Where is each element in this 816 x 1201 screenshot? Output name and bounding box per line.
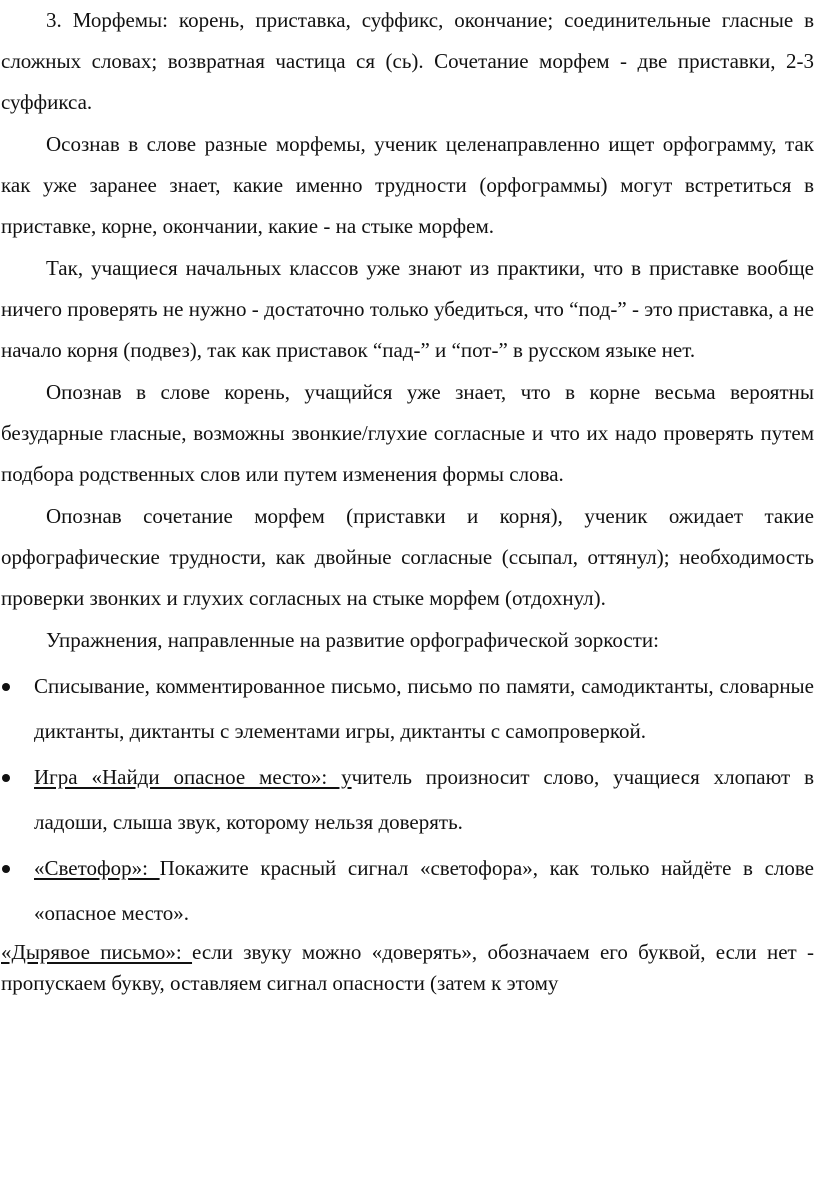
list-item-find-danger-game: [0, 755, 816, 845]
paragraph-exercises-intro: Упражнения, направленные на развитие орфографической зоркости:: [46, 628, 659, 652]
paragraph-text: если звуку можно «доверять», обозначаем его буквой, если нет - пропускаем букву, оставляем сигнал опасности (затем к этому: [1, 940, 814, 995]
paragraph-prefix-example: Так, учащиеся начальных классов уже знают из практики, что в приставке вообще ничего проверять не нужно - достаточно только убедиться, что “под-” - это приставка, а не начало корня (подвез), так как приставок “пад-” и “пот-” в русском языке нет.: [1, 256, 814, 362]
list-item-label: Игра «Найди опасное место»: у: [34, 765, 352, 789]
bullet-icon: [2, 865, 10, 873]
paragraph-holey-letter: [0, 937, 816, 999]
paragraph-morphemes: 3. Морфемы: корень, приставка, суффикс, окончание; соединительные гласные в сложных словах; возвратная частица ся (сь). Сочетание морфем - две приставки, 2-3 суффикса.: [1, 8, 814, 114]
paragraph-morpheme-combination: Опознав сочетание морфем (приставки и корня), ученик ожидает такие орфографические трудности, как двойные согласные (ссыпал, оттянул); необходимость проверки звонких и глухих согласных на стыке морфем (отдохнул).: [1, 504, 814, 610]
paragraph-root: Опознав в слове корень, учащийся уже знает, что в корне весьма вероятны безударные гласные, возможны звонкие/глухие согласные и что их надо проверять путем подбора родственных слов или путем изменения формы слова.: [1, 380, 814, 486]
list-item-text: Покажите красный сигнал «светофора», как только найдёте в слове «опасное место».: [34, 856, 815, 925]
bullet-icon: [2, 683, 10, 691]
paragraph-recognizing-morphemes: Осознав в слове разные морфемы, ученик целенаправленно ищет орфограмму, так как уже заранее знает, какие именно трудности (орфограммы) могут встретиться в приставке, корне, окончании, какие - на стыке морфем.: [1, 132, 814, 238]
bullet-icon: [2, 774, 10, 782]
list-item-text: Списывание, комментированное письмо, письмо по памяти, самодиктанты, словарные диктанты, диктанты с элементами игры, диктанты с самопроверкой.: [34, 674, 814, 743]
paragraph-label: «Дырявое письмо»:: [1, 940, 193, 964]
list-item-copying: [0, 664, 816, 754]
exercise-list: [0, 664, 816, 936]
list-item-label: «Светофор»:: [34, 856, 160, 880]
list-item-text: читель произносит слово, учащиеся хлопают в ладоши, слыша звук, которому нельзя доверять.: [34, 765, 814, 834]
list-item-traffic-light: [0, 846, 816, 936]
